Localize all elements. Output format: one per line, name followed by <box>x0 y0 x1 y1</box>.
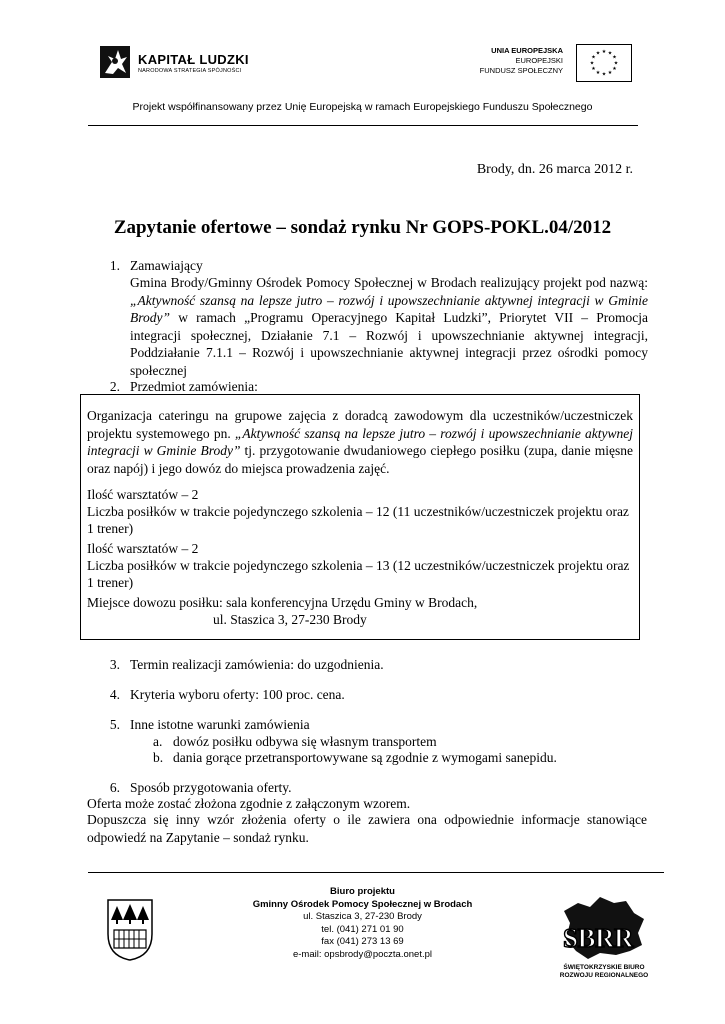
footer-divider <box>88 872 664 873</box>
block2-workshops: Ilość warsztatów – 2 <box>87 541 199 556</box>
section5-b-text: dania gorące przetransportowywane są zgodnie z wymogami sanepidu. <box>173 750 557 765</box>
section4-number: 4. <box>109 687 120 702</box>
svg-text:★: ★ <box>612 66 617 72</box>
section2-heading: Przedmiot zamówienia: <box>130 379 258 394</box>
sbrr-caption <box>558 964 650 980</box>
ue-line1: UNIA EUROPEJSKA <box>491 46 563 55</box>
kapital-ludzki-emblem-icon <box>96 42 134 82</box>
document-title: Zapytanie ofertowe – sondaż rynku Nr GOPS-POKL.04/2012 <box>113 217 612 238</box>
section1-text <box>130 274 648 379</box>
svg-text:★: ★ <box>612 54 617 61</box>
footer-address: ul. Staszica 3, 27-230 Brody <box>303 911 422 922</box>
block2-meals: Liczba posiłków w trakcie pojedynczego szkolenia – 13 (12 uczestników/uczestniczek projektu oraz <box>87 558 630 573</box>
svg-text:★: ★ <box>607 50 613 57</box>
footer-tel: tel. (041) 271 01 90 <box>321 923 404 935</box>
svg-text:★: ★ <box>601 71 607 78</box>
section1-number: 1. <box>109 258 120 273</box>
cofinancing-note: Projekt współfinansowany przez Unię Europejską w ramach Europejskiego Funduszu Społecznego <box>132 101 593 113</box>
svg-text:★: ★ <box>589 60 595 67</box>
eu-flag <box>576 44 632 82</box>
eu-stars-icon <box>577 45 631 81</box>
delivery-place: Miejsce dowozu posiłku: sala konferencyjna Urzędu Gminy w Brodach, <box>87 595 478 610</box>
sbrr-acronym: SBRR <box>563 923 634 953</box>
box-p1-b: tj. przygotowanie dwudaniowego ciepłego posiłku (zupa, danie mięsne oraz napój) i jego dowóz do miejsca prowadzenia zajęć. <box>87 443 633 476</box>
section1-intro: Gmina Brody/Gminny Ośrodek Pomocy Społecznej w Brodach realizujący projekt pod nazwą: <box>130 275 648 290</box>
section6-para: Dopuszcza się inny wzór złożenia oferty o ile zawiera ona odpowiednie informacje stanowiące odpowiedź na Zapytanie – sondaż rynku. <box>87 812 647 845</box>
document-date: Brody, dn. 26 marca 2012 r. <box>476 162 633 177</box>
svg-text:★: ★ <box>591 66 596 72</box>
kapital-ludzki-text <box>138 52 249 74</box>
svg-text:★: ★ <box>595 50 601 57</box>
section5-a-text: dowóz posiłku odbywa się własnym transportem <box>173 734 437 749</box>
svg-text:★: ★ <box>595 70 601 76</box>
header-divider <box>88 125 638 126</box>
svg-text:★: ★ <box>613 60 619 67</box>
box-p1-a: Organizacja cateringu na grupowe zajęcia z doradcą zawodowym dla uczestników/uczestniczek projektu systemowego pn. <box>87 408 633 441</box>
section1-rest: w ramach „Programu Operacyjnego Kapitał Ludzki”, Priorytet VII – Promocja integracji społecznej, Działanie 7.1 – Rozwój i upowszechnianie aktywnej integracji, Poddziałanie 7.1.1 – Rozwój i upowszechnianie aktywnej integracji przez ośrodki pomocy społecznej <box>130 310 648 378</box>
box-p1-project-name: „Aktywność szansą na lepsze jutro – rozwój i upowszechnianie aktywnej integracji w Gminie Brody” <box>87 425 634 458</box>
order-description <box>87 407 633 477</box>
kl-title: KAPITAŁ LUDZKI <box>138 52 249 67</box>
section4-text: Kryteria wyboru oferty: 100 proc. cena. <box>130 687 345 702</box>
footer-fax: fax (041) 273 13 69 <box>321 936 404 947</box>
footer-title: Biuro projektu <box>330 886 395 897</box>
block1-meals: Liczba posiłków w trakcie pojedynczego szkolenia – 12 (11 uczestników/uczestniczek projektu oraz <box>87 504 629 519</box>
ue-text <box>480 46 563 76</box>
section5-a-label: a. <box>153 734 163 749</box>
footer-org: Gminny Ośrodek Pomocy Społecznej w Brodach <box>252 898 473 910</box>
section5-number: 5. <box>109 717 120 732</box>
section1-heading: Zamawiający <box>130 258 203 273</box>
section1-project-name: „Aktywność szansą na lepsze jutro – rozwój i upowszechnianie aktywnej integracji w Gminie Brody” <box>130 292 648 325</box>
ue-line3: FUNDUSZ SPOŁECZNY <box>479 66 563 75</box>
delivery-address: ul. Staszica 3, 27-230 Brody <box>213 612 367 627</box>
block2-trainer: 1 trener) <box>87 575 134 590</box>
section6-heading: Sposób przygotowania oferty. <box>130 780 292 795</box>
kl-subtitle: NARODOWA STRATEGIA SPÓJNOŚCI <box>138 68 242 74</box>
section5-b-label: b. <box>153 750 164 765</box>
section3-number: 3. <box>109 657 120 672</box>
block1-trainer: 1 trener) <box>87 521 134 536</box>
ue-line2: EUROPEJSKI <box>515 56 563 65</box>
section5-heading: Inne istotne warunki zamówienia <box>130 717 310 732</box>
section6-line1: Oferta może zostać złożona zgodnie z załączonym wzorem. <box>87 796 411 811</box>
sbrr-line2: ROZWOJU REGIONALNEGO <box>559 972 649 979</box>
section6-number: 6. <box>109 780 120 795</box>
footer-email: e-mail: opsbrody@poczta.onet.pl <box>292 948 433 960</box>
svg-text:★: ★ <box>591 54 596 61</box>
svg-text:★: ★ <box>601 49 607 55</box>
section2-number: 2. <box>109 379 120 394</box>
sbrr-line1: ŚWIĘTOKRZYSKIE BIURO <box>563 964 645 971</box>
block1-workshops: Ilość warsztatów – 2 <box>87 487 199 502</box>
section3-text: Termin realizacji zamówienia: do uzgodnienia. <box>130 657 384 672</box>
svg-text:★: ★ <box>607 70 613 76</box>
